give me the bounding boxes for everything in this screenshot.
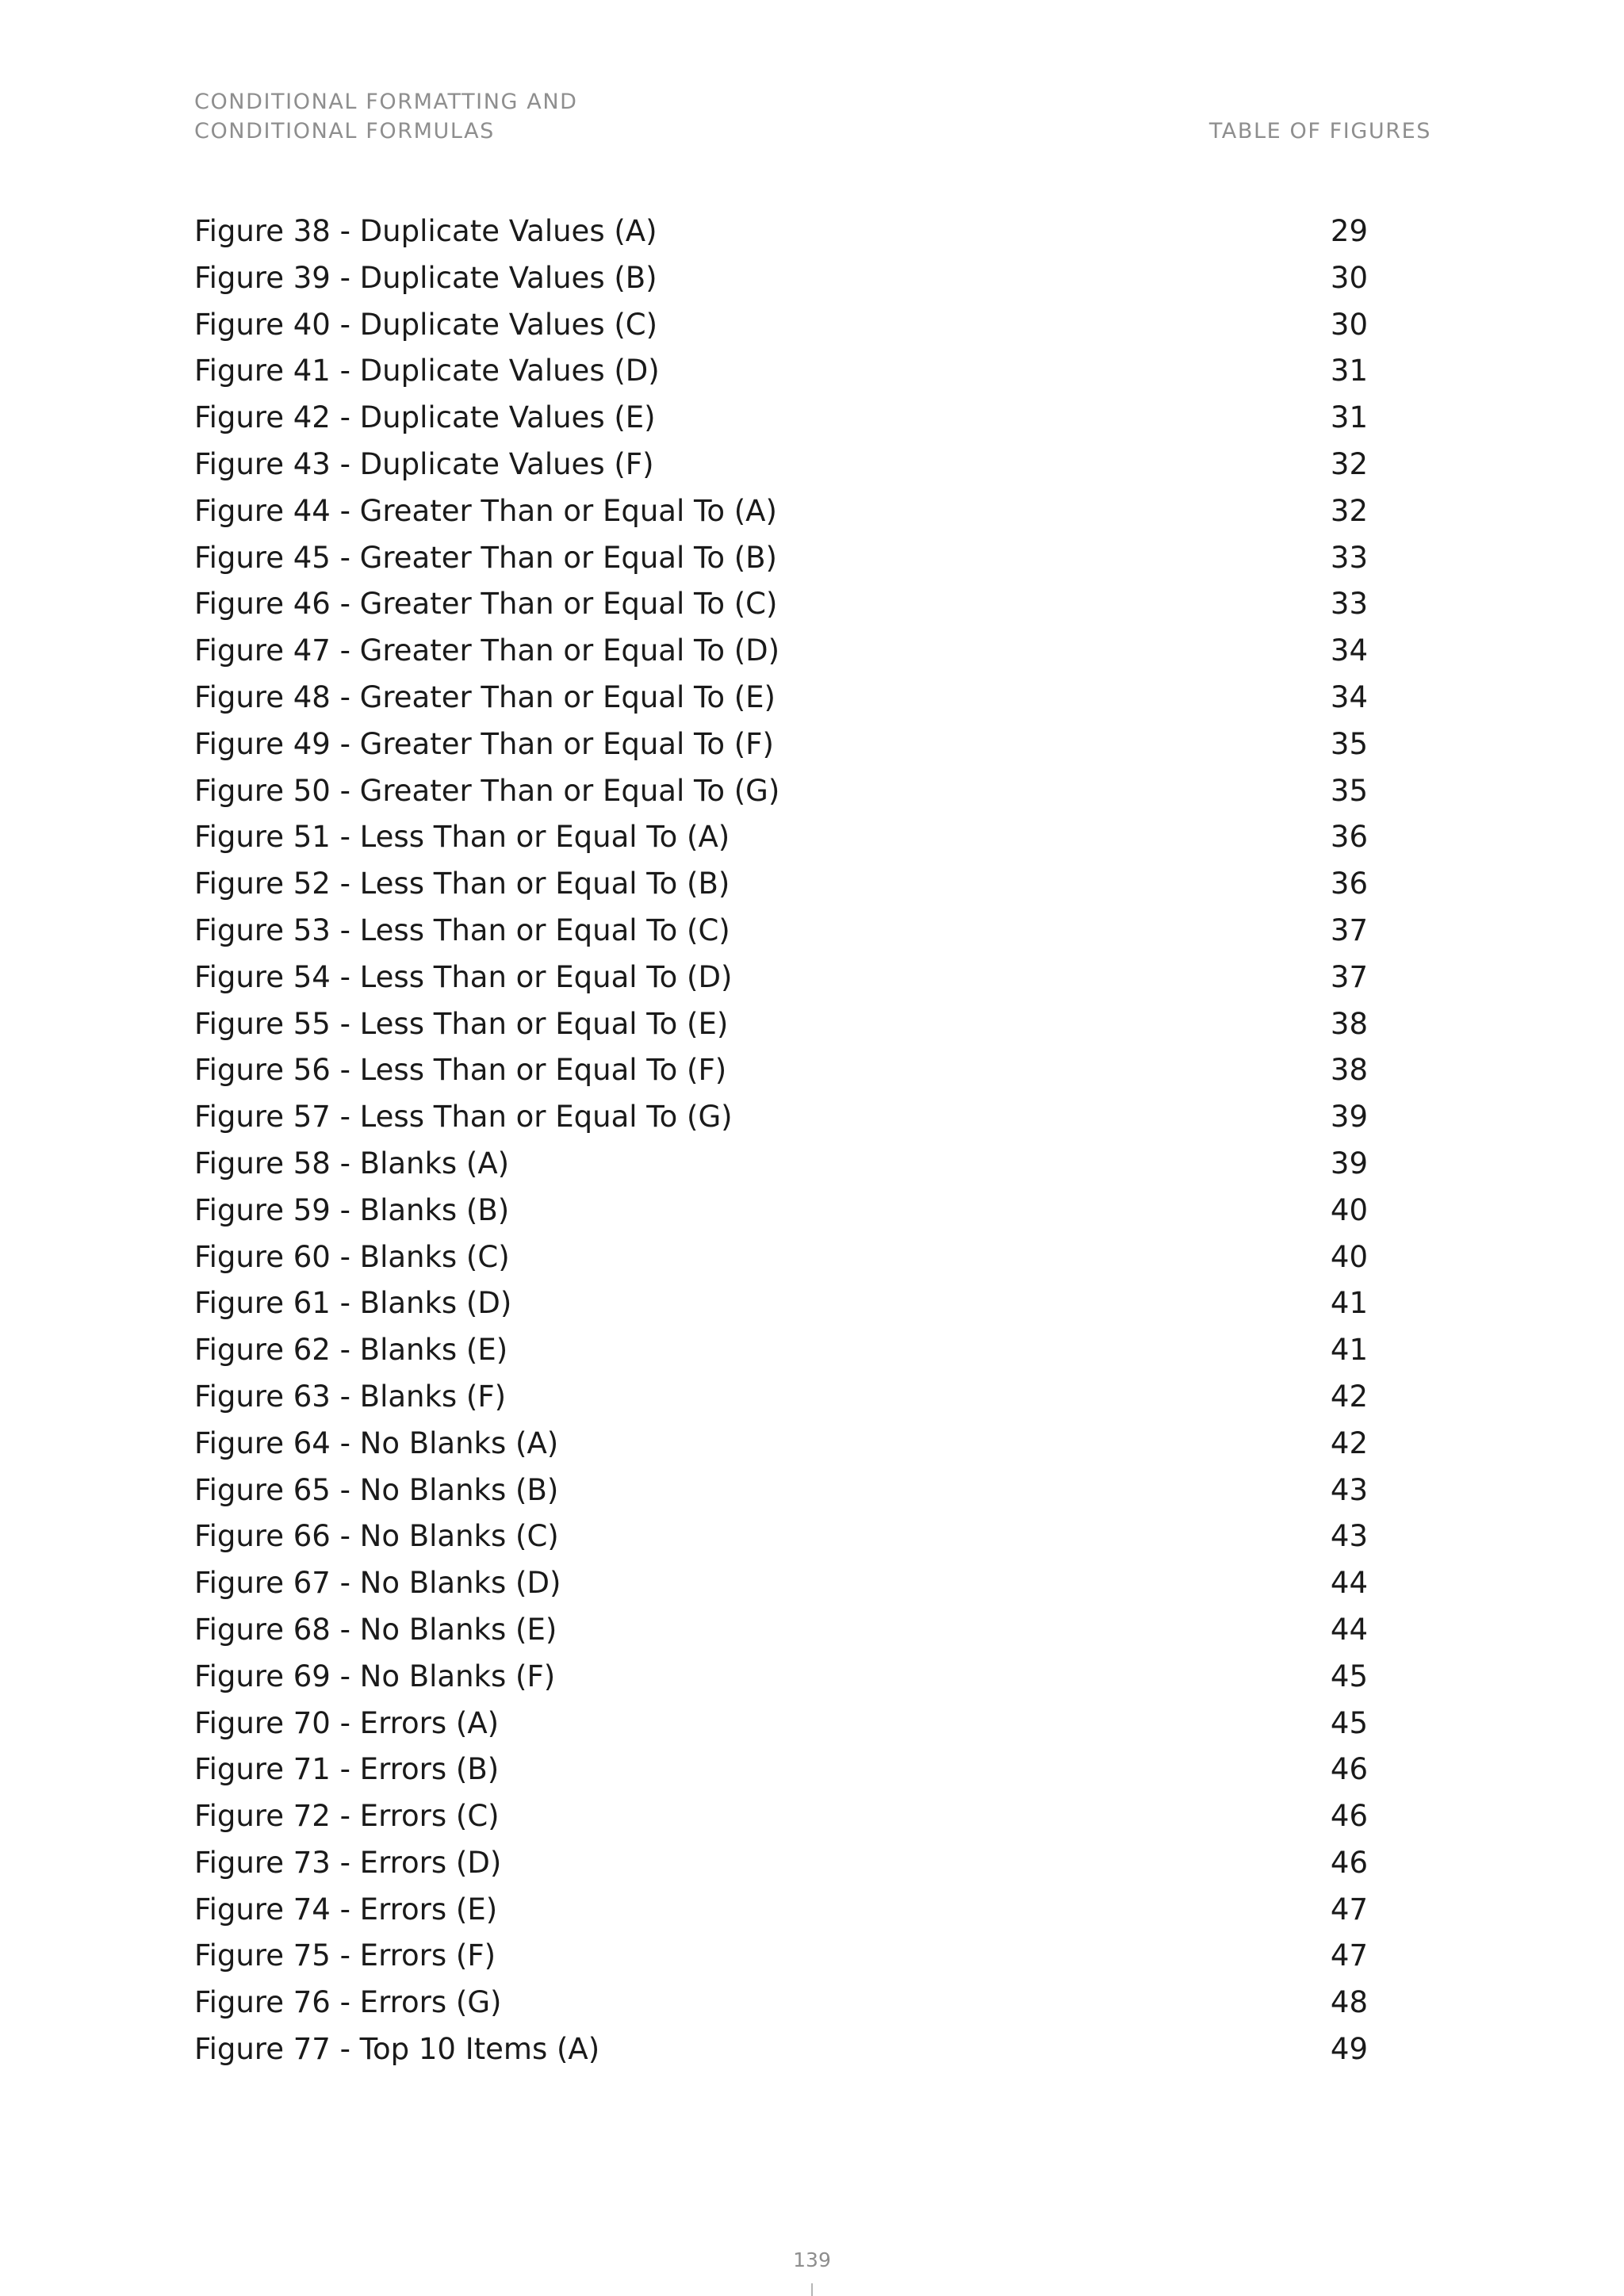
toc-entry-page: 36 [1330, 820, 1368, 855]
toc-entry[interactable] [194, 535, 1368, 582]
toc-entry-title: Figure 47 - Greater Than or Equal To (D) [194, 633, 780, 668]
toc-entry[interactable] [194, 1560, 1368, 1607]
toc-entry-title: Figure 40 - Duplicate Values (C) [194, 307, 658, 342]
toc-entry[interactable] [194, 395, 1368, 442]
table-of-figures-list [194, 209, 1368, 2073]
toc-entry-page: 46 [1330, 1799, 1368, 1834]
toc-entry-page: 30 [1330, 260, 1368, 295]
toc-entry-page: 45 [1330, 1705, 1368, 1740]
toc-entry[interactable] [194, 1747, 1368, 1793]
toc-entry[interactable] [194, 2026, 1368, 2073]
toc-entry-title: Figure 42 - Duplicate Values (E) [194, 400, 656, 435]
toc-entry-page: 38 [1330, 1006, 1368, 1041]
toc-entry-title: Figure 65 - No Blanks (B) [194, 1472, 559, 1507]
footer-rule [811, 2283, 813, 2296]
toc-entry[interactable] [194, 1607, 1368, 1654]
toc-entry-title: Figure 72 - Errors (C) [194, 1799, 500, 1834]
toc-entry-title: Figure 48 - Greater Than or Equal To (E) [194, 679, 776, 714]
toc-entry-title: Figure 71 - Errors (B) [194, 1752, 500, 1787]
toc-entry-title: Figure 49 - Greater Than or Equal To (F) [194, 726, 774, 761]
toc-entry-page: 47 [1330, 1892, 1368, 1927]
toc-entry[interactable] [194, 348, 1368, 395]
running-header-chapter-line1: CONDITIONAL FORMATTING AND [194, 90, 578, 114]
toc-entry-page: 37 [1330, 913, 1368, 947]
toc-entry-title: Figure 62 - Blanks (E) [194, 1333, 508, 1368]
toc-entry-title: Figure 43 - Duplicate Values (F) [194, 446, 654, 481]
toc-entry-page: 44 [1330, 1612, 1368, 1647]
toc-entry[interactable] [194, 1188, 1368, 1234]
page-number: 139 [793, 2248, 831, 2271]
toc-entry-page: 46 [1330, 1752, 1368, 1787]
toc-entry-page: 49 [1330, 2032, 1368, 2067]
toc-entry[interactable] [194, 209, 1368, 255]
toc-entry-page: 43 [1330, 1472, 1368, 1507]
toc-entry-page: 42 [1330, 1425, 1368, 1460]
toc-entry-title: Figure 67 - No Blanks (D) [194, 1566, 561, 1601]
toc-entry[interactable] [194, 442, 1368, 488]
toc-entry[interactable] [194, 1047, 1368, 1094]
toc-entry-page: 40 [1330, 1239, 1368, 1274]
toc-entry-page: 35 [1330, 773, 1368, 808]
toc-entry-page: 34 [1330, 679, 1368, 714]
toc-entry-page: 38 [1330, 1053, 1368, 1088]
toc-entry-title: Figure 76 - Errors (G) [194, 1985, 502, 2020]
toc-entry-title: Figure 54 - Less Than or Equal To (D) [194, 959, 733, 994]
toc-entry-page: 31 [1330, 400, 1368, 435]
toc-entry-title: Figure 44 - Greater Than or Equal To (A) [194, 493, 777, 528]
toc-entry[interactable] [194, 1793, 1368, 1840]
toc-entry[interactable] [194, 768, 1368, 815]
toc-entry-page: 46 [1330, 1845, 1368, 1880]
toc-entry-page: 48 [1330, 1985, 1368, 2020]
toc-entry[interactable] [194, 1234, 1368, 1281]
toc-entry-title: Figure 63 - Blanks (F) [194, 1379, 507, 1414]
toc-entry-page: 47 [1330, 1938, 1368, 1973]
toc-entry-title: Figure 38 - Duplicate Values (A) [194, 214, 657, 248]
toc-entry-page: 39 [1330, 1100, 1368, 1135]
toc-entry[interactable] [194, 1094, 1368, 1141]
toc-entry-title: Figure 74 - Errors (E) [194, 1892, 498, 1927]
toc-entry-title: Figure 60 - Blanks (C) [194, 1239, 510, 1274]
toc-entry-page: 33 [1330, 540, 1368, 575]
toc-entry[interactable] [194, 1840, 1368, 1887]
toc-entry-title: Figure 52 - Less Than or Equal To (B) [194, 867, 730, 901]
toc-entry[interactable] [194, 1327, 1368, 1374]
toc-entry-page: 39 [1330, 1146, 1368, 1181]
toc-entry-title: Figure 39 - Duplicate Values (B) [194, 260, 657, 295]
toc-entry-title: Figure 57 - Less Than or Equal To (G) [194, 1100, 733, 1135]
toc-entry-title: Figure 58 - Blanks (A) [194, 1146, 510, 1181]
toc-entry-page: 43 [1330, 1519, 1368, 1554]
toc-entry-page: 31 [1330, 354, 1368, 388]
toc-entry-title: Figure 53 - Less Than or Equal To (C) [194, 913, 730, 947]
running-header-section: TABLE OF FIGURES [1208, 119, 1431, 144]
toc-entry-title: Figure 73 - Errors (D) [194, 1845, 502, 1880]
toc-entry[interactable] [194, 1513, 1368, 1560]
toc-entry-title: Figure 45 - Greater Than or Equal To (B) [194, 540, 777, 575]
toc-entry[interactable] [194, 1374, 1368, 1421]
toc-entry[interactable] [194, 675, 1368, 721]
toc-entry[interactable] [194, 955, 1368, 1001]
toc-entry[interactable] [194, 1468, 1368, 1514]
toc-entry-page: 36 [1330, 867, 1368, 901]
toc-entry[interactable] [194, 908, 1368, 955]
toc-entry-page: 35 [1330, 726, 1368, 761]
toc-entry-page: 29 [1330, 214, 1368, 248]
toc-entry[interactable] [194, 1980, 1368, 2026]
toc-entry[interactable] [194, 814, 1368, 861]
toc-entry[interactable] [194, 861, 1368, 908]
toc-entry-page: 41 [1330, 1286, 1368, 1321]
toc-entry-title: Figure 51 - Less Than or Equal To (A) [194, 820, 730, 855]
toc-entry-title: Figure 70 - Errors (A) [194, 1705, 500, 1740]
toc-entry[interactable] [194, 1701, 1368, 1747]
toc-entry-page: 34 [1330, 633, 1368, 668]
toc-entry-page: 30 [1330, 307, 1368, 342]
toc-entry[interactable] [194, 1654, 1368, 1701]
toc-entry-page: 44 [1330, 1566, 1368, 1601]
toc-entry-title: Figure 77 - Top 10 Items (A) [194, 2032, 600, 2067]
toc-entry[interactable] [194, 581, 1368, 628]
running-header-chapter [194, 87, 578, 146]
toc-entry[interactable] [194, 1280, 1368, 1327]
toc-entry-title: Figure 69 - No Blanks (F) [194, 1659, 556, 1693]
toc-entry-title: Figure 64 - No Blanks (A) [194, 1425, 559, 1460]
toc-entry-title: Figure 66 - No Blanks (C) [194, 1519, 559, 1554]
toc-entry-title: Figure 46 - Greater Than or Equal To (C) [194, 587, 778, 622]
toc-entry-title: Figure 55 - Less Than or Equal To (E) [194, 1006, 729, 1041]
toc-entry[interactable] [194, 1141, 1368, 1188]
toc-entry-title: Figure 61 - Blanks (D) [194, 1286, 512, 1321]
toc-entry[interactable] [194, 1933, 1368, 1980]
toc-entry-page: 41 [1330, 1333, 1368, 1368]
toc-entry-page: 33 [1330, 587, 1368, 622]
toc-entry-title: Figure 56 - Less Than or Equal To (F) [194, 1053, 727, 1088]
toc-entry-page: 45 [1330, 1659, 1368, 1693]
toc-entry[interactable] [194, 628, 1368, 675]
toc-entry-page: 40 [1330, 1192, 1368, 1227]
toc-entry[interactable] [194, 721, 1368, 768]
toc-entry-title: Figure 75 - Errors (F) [194, 1938, 496, 1973]
toc-entry-title: Figure 68 - No Blanks (E) [194, 1612, 557, 1647]
toc-entry-page: 32 [1330, 493, 1368, 528]
toc-entry-title: Figure 50 - Greater Than or Equal To (G) [194, 773, 780, 808]
toc-entry[interactable] [194, 1421, 1368, 1468]
toc-entry[interactable] [194, 488, 1368, 535]
toc-entry-title: Figure 59 - Blanks (B) [194, 1192, 510, 1227]
toc-entry-page: 37 [1330, 959, 1368, 994]
running-header-chapter-line2: CONDITIONAL FORMULAS [194, 119, 495, 144]
toc-entry-title: Figure 41 - Duplicate Values (D) [194, 354, 660, 388]
toc-entry[interactable] [194, 1887, 1368, 1934]
toc-entry[interactable] [194, 1001, 1368, 1048]
toc-entry[interactable] [194, 255, 1368, 302]
toc-entry-page: 42 [1330, 1379, 1368, 1414]
toc-entry-page: 32 [1330, 446, 1368, 481]
toc-entry[interactable] [194, 302, 1368, 349]
